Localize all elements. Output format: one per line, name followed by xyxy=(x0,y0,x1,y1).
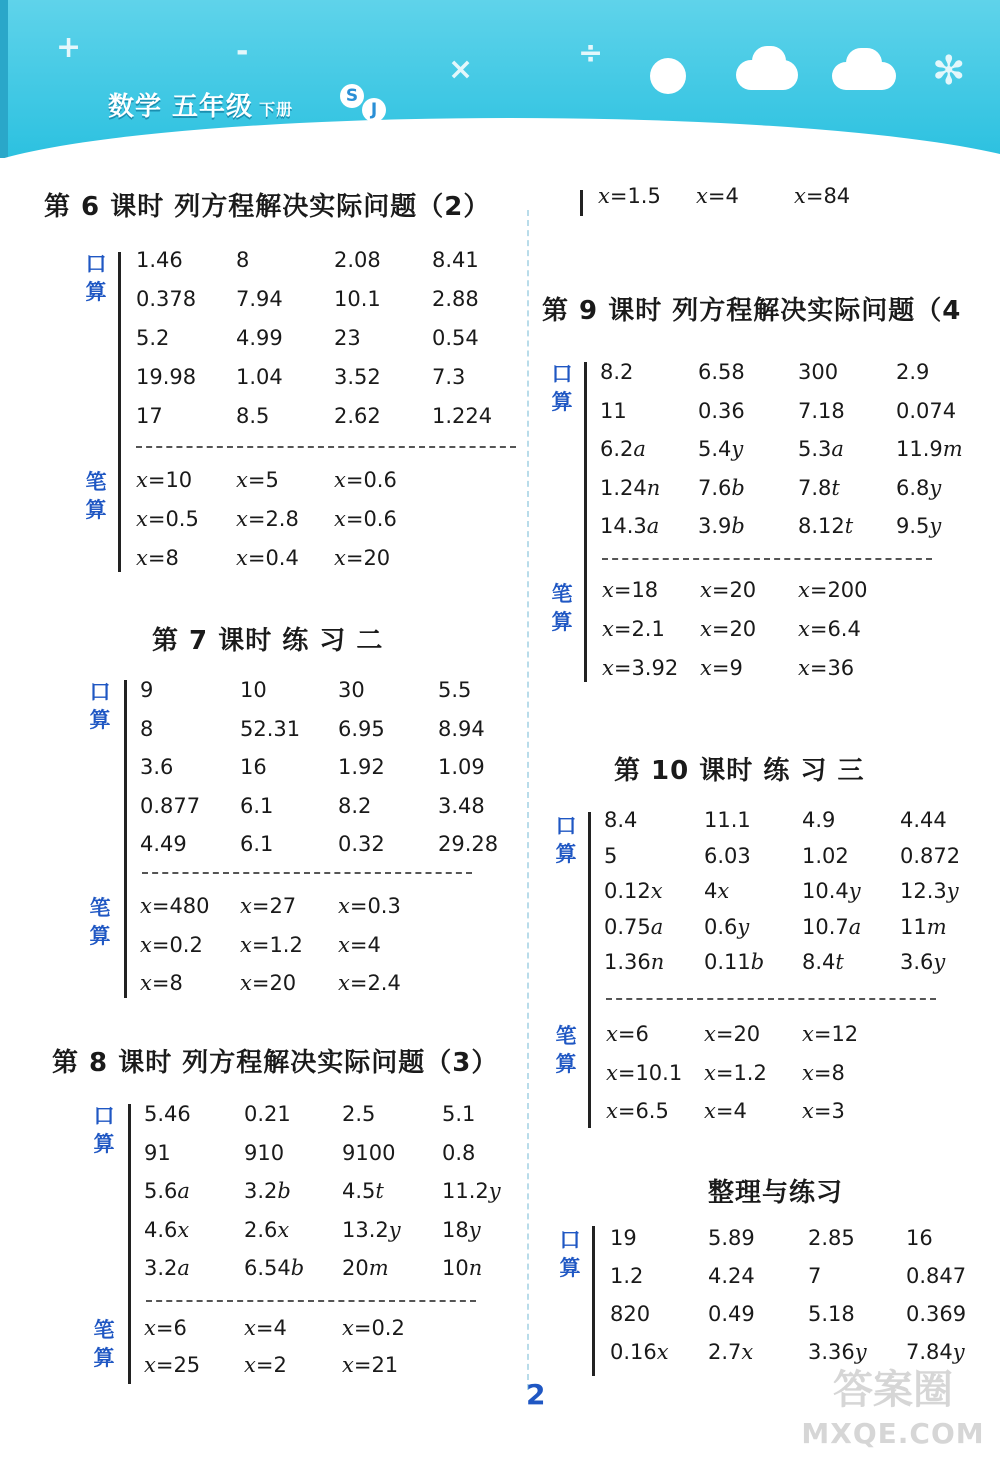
answer-bar xyxy=(128,1104,131,1384)
oral-answer: 7.6b xyxy=(698,475,745,500)
oral-answer: 8.2 xyxy=(600,360,634,384)
written-answer: x=18 xyxy=(602,578,659,602)
oral-answer: 3.9b xyxy=(698,514,745,538)
book-title xyxy=(108,86,293,123)
page-header xyxy=(0,0,1000,158)
written-answer: x=3.92 xyxy=(602,656,679,680)
oral-answer: 0.54 xyxy=(432,326,479,350)
minus-symbol: - xyxy=(236,34,249,69)
written-answer: x=4 xyxy=(244,1316,287,1340)
oral-answer: 10.1 xyxy=(334,287,381,311)
oral-answer: 0.16x xyxy=(610,1340,669,1364)
oral-answer: 5.4y xyxy=(698,437,744,461)
oral-answer: 12.3y xyxy=(900,879,959,903)
written-answer: x=2.1 xyxy=(602,617,665,641)
volume-label: 下册 xyxy=(259,100,294,119)
oral-answer: 0.378 xyxy=(136,287,197,311)
oral-answer: 7.8t xyxy=(798,475,840,500)
logo-letter-j: J xyxy=(362,98,386,122)
oral-answer: 1.04 xyxy=(236,365,283,389)
oral-answer: 5.3a xyxy=(798,437,844,461)
oral-answer: 0.32 xyxy=(338,832,385,856)
separator xyxy=(606,998,936,1000)
oral-answer: 0.75a xyxy=(604,914,664,939)
oral-answer: 0.074 xyxy=(896,398,957,423)
oral-answer: 820 xyxy=(610,1302,651,1326)
written-answer: x=0.3 xyxy=(338,894,401,918)
oral-answer: 8 xyxy=(236,248,250,272)
written-answer: x=2.4 xyxy=(338,971,401,995)
oral-answer: 30 xyxy=(338,678,365,702)
written-answer: x=6 xyxy=(606,1022,649,1046)
written-label: 笔 算 xyxy=(85,470,107,522)
oral-answer: 300 xyxy=(798,360,839,384)
oral-answer: 6.2a xyxy=(600,437,646,461)
publisher-logo xyxy=(340,84,392,126)
oral-answer: 6.8y xyxy=(896,475,942,500)
oral-answer: 11.9m xyxy=(896,437,963,461)
oral-answer: 1.02 xyxy=(802,843,849,868)
written-answer: x=10 xyxy=(136,468,193,492)
oral-answer: 0.369 xyxy=(906,1302,967,1326)
oral-answer: 3.48 xyxy=(438,793,485,818)
oral-answer: 2.6x xyxy=(244,1217,290,1242)
oral-answer: 19 xyxy=(610,1226,637,1250)
written-answer: x=20 xyxy=(240,971,297,995)
section-title: 第 6 课时 列方程解决实际问题（2） xyxy=(44,192,491,222)
oral-answer: 1.92 xyxy=(338,755,385,779)
oral-answer: 1.46 xyxy=(136,248,183,272)
oral-answer: 20m xyxy=(342,1256,389,1280)
written-answer: x=4 xyxy=(704,1099,747,1123)
oral-answer: 2.08 xyxy=(334,248,381,272)
written-answer: x=36 xyxy=(798,656,855,680)
oral-answer: 8.41 xyxy=(432,248,479,272)
oral-answer: 5 xyxy=(604,843,618,868)
oral-label: 口 算 xyxy=(559,1228,581,1280)
written-label: 笔 算 xyxy=(555,1024,577,1076)
written-answer: x=480 xyxy=(140,894,210,918)
section-title: 第 7 课时 练 习 二 xyxy=(152,626,384,656)
written-answer: x=20 xyxy=(334,546,391,570)
written-answer: x=6 xyxy=(144,1316,187,1340)
oral-answer: 1.36n xyxy=(604,950,665,974)
oral-answer: 9.5y xyxy=(896,514,942,538)
oral-answer: 16 xyxy=(906,1226,933,1250)
oral-answer: 2.7x xyxy=(708,1340,754,1364)
separator xyxy=(602,558,932,560)
oral-label: 口 算 xyxy=(85,252,107,304)
written-answer: x=0.4 xyxy=(236,546,299,570)
separator xyxy=(142,872,472,874)
times-symbol: × xyxy=(448,52,474,87)
written-answer: x=27 xyxy=(240,894,297,918)
plus-symbol: + xyxy=(56,30,82,65)
oral-answer: 3.6y xyxy=(900,950,946,974)
oral-answer: 3.52 xyxy=(334,365,381,389)
oral-answer: 14.3a xyxy=(600,514,660,538)
oral-answer: 4.99 xyxy=(236,326,283,350)
oral-answer: 3.36y xyxy=(808,1340,867,1364)
oral-answer: 0.12x xyxy=(604,879,663,903)
oral-answer: 10n xyxy=(442,1256,483,1280)
section-title: 第 9 课时 列方程解决实际问题（4 xyxy=(542,296,962,326)
oral-answer: 11.1 xyxy=(704,808,751,832)
lesson-9-block xyxy=(550,358,990,698)
oral-answer: 0.49 xyxy=(708,1302,755,1326)
oral-answer: 8.4t xyxy=(802,950,844,974)
snowflake-icon: ✻ xyxy=(932,48,966,94)
written-answer: x=6.4 xyxy=(798,617,861,641)
written-answer: x=84 xyxy=(794,184,851,208)
written-label: 笔 算 xyxy=(93,1318,115,1370)
oral-answer: 1.24n xyxy=(600,475,661,500)
written-answer: x=2.8 xyxy=(236,507,299,531)
oral-answer: 7.3 xyxy=(432,365,466,389)
written-answer: x=1.5 xyxy=(598,184,661,208)
oral-answer: 8.2 xyxy=(338,793,372,818)
oral-label: 口 算 xyxy=(551,362,573,414)
oral-answer: 5.1 xyxy=(442,1102,476,1126)
oral-answer: 6.1 xyxy=(240,832,274,856)
written-answer: x=200 xyxy=(798,578,868,602)
section-title: 整理与练习 xyxy=(708,1178,844,1208)
oral-answer: 4x xyxy=(704,879,730,903)
section-title: 第 10 课时 练 习 三 xyxy=(614,756,865,786)
oral-answer: 6.95 xyxy=(338,716,385,741)
written-label: 笔 算 xyxy=(89,896,111,948)
oral-answer: 10.4y xyxy=(802,879,861,903)
oral-label: 口 算 xyxy=(93,1104,115,1156)
oral-answer: 4.44 xyxy=(900,808,947,832)
oral-answer: 6.54b xyxy=(244,1256,305,1280)
oral-answer: 2.9 xyxy=(896,360,930,384)
separator xyxy=(146,1300,476,1302)
oral-answer: 2.62 xyxy=(334,404,381,428)
oral-answer: 4.9 xyxy=(802,808,836,832)
oral-answer: 5.18 xyxy=(808,1302,855,1326)
oral-answer: 18y xyxy=(442,1217,481,1242)
section-title: 第 8 课时 列方程解决实际问题（3） xyxy=(52,1048,499,1078)
lesson-10-block xyxy=(554,808,994,1138)
oral-answer: 0.6y xyxy=(704,914,750,939)
written-answer: x=6.5 xyxy=(606,1099,669,1123)
oral-answer: 91 xyxy=(144,1140,171,1165)
oral-answer: 6.1 xyxy=(240,793,274,818)
written-answer: x=4 xyxy=(696,184,739,208)
column-divider xyxy=(527,210,529,1390)
oral-answer: 7.18 xyxy=(798,398,845,423)
written-answer: x=0.5 xyxy=(136,507,199,531)
written-answer: x=2 xyxy=(244,1353,287,1377)
oral-answer: 4.6x xyxy=(144,1217,190,1242)
oral-answer: 0.21 xyxy=(244,1102,291,1126)
answer-bar xyxy=(584,362,587,682)
oral-answer: 3.2a xyxy=(144,1256,190,1280)
oral-answer: 0.11b xyxy=(704,950,765,974)
answer-bar xyxy=(118,252,121,572)
written-answer: x=0.2 xyxy=(140,932,203,957)
oral-answer: 8.4 xyxy=(604,808,638,832)
oral-answer: 8.5 xyxy=(236,404,270,428)
oral-answer: 13.2y xyxy=(342,1217,401,1242)
oral-answer: 16 xyxy=(240,755,267,779)
oral-answer: 4.49 xyxy=(140,832,187,856)
written-answer: x=20 xyxy=(700,617,757,641)
oral-answer: 2.88 xyxy=(432,287,479,311)
answer-bar xyxy=(592,1226,595,1376)
subject-grade: 数学 五年级 xyxy=(108,92,254,122)
oral-answer: 7.84y xyxy=(906,1340,965,1364)
oral-answer: 10.7a xyxy=(802,914,862,939)
oral-answer: 6.03 xyxy=(704,843,751,868)
written-answer: x=20 xyxy=(700,578,757,602)
written-answer: x=12 xyxy=(802,1022,859,1046)
oral-answer: 2.85 xyxy=(808,1226,855,1250)
written-answer: x=8 xyxy=(136,546,179,570)
answer-bar xyxy=(124,680,127,998)
oral-answer: 4.5t xyxy=(342,1179,384,1203)
written-answer: x=0.2 xyxy=(342,1316,405,1340)
written-answer: x=25 xyxy=(144,1353,201,1377)
answer-bar xyxy=(588,812,591,1128)
lesson-8-block xyxy=(92,1100,522,1390)
oral-answer: 7.94 xyxy=(236,287,283,311)
lesson-6-block xyxy=(84,246,514,586)
review-block xyxy=(558,1222,988,1382)
written-answer: x=3 xyxy=(802,1099,845,1123)
written-answer: x=1.2 xyxy=(240,932,303,957)
written-answer: x=5 xyxy=(236,468,279,492)
oral-answer: 0.847 xyxy=(906,1264,967,1288)
written-answer: x=4 xyxy=(338,932,381,957)
oral-answer: 3.6 xyxy=(140,755,174,779)
oral-answer: 10 xyxy=(240,678,267,702)
oral-answer: 5.2 xyxy=(136,326,170,350)
oral-answer: 5.46 xyxy=(144,1102,191,1126)
written-answer: x=21 xyxy=(342,1353,399,1377)
oral-answer: 9100 xyxy=(342,1140,396,1165)
written-answer: x=9 xyxy=(700,656,743,680)
written-label: 笔 算 xyxy=(551,582,573,634)
oral-answer: 4.24 xyxy=(708,1264,755,1288)
oral-answer: 11m xyxy=(900,914,947,939)
lesson-8-continuation xyxy=(578,184,978,220)
oral-answer: 17 xyxy=(136,404,163,428)
lesson-7-block xyxy=(88,676,518,1006)
oral-answer: 5.89 xyxy=(708,1226,755,1250)
answer-bar xyxy=(580,190,583,216)
oral-answer: 8.94 xyxy=(438,716,485,741)
written-answer: x=8 xyxy=(802,1060,845,1085)
oral-answer: 0.36 xyxy=(698,398,745,423)
book-spine xyxy=(0,0,8,158)
oral-answer: 8 xyxy=(140,716,154,741)
oral-answer: 7 xyxy=(808,1264,822,1288)
oral-answer: 0.877 xyxy=(140,793,201,818)
oral-answer: 1.09 xyxy=(438,755,485,779)
oral-answer: 910 xyxy=(244,1140,285,1165)
oral-answer: 1.2 xyxy=(610,1264,644,1288)
sun-icon xyxy=(650,58,686,94)
page-number: 2 xyxy=(526,1378,546,1411)
oral-answer: 8.12t xyxy=(798,514,854,538)
oral-answer: 9 xyxy=(140,678,154,702)
written-answer: x=20 xyxy=(704,1022,761,1046)
oral-answer: 52.31 xyxy=(240,716,301,741)
oral-answer: 3.2b xyxy=(244,1179,291,1203)
oral-answer: 5.5 xyxy=(438,678,472,702)
written-answer: x=8 xyxy=(140,971,183,995)
written-answer: x=0.6 xyxy=(334,507,397,531)
divide-symbol: ÷ xyxy=(578,36,604,71)
written-answer: x=1.2 xyxy=(704,1060,767,1085)
oral-answer: 1.224 xyxy=(432,404,493,428)
oral-label: 口 算 xyxy=(89,680,111,732)
logo-letter-s: S xyxy=(340,84,364,108)
oral-answer: 11.2y xyxy=(442,1179,501,1203)
oral-answer: 0.8 xyxy=(442,1140,476,1165)
watermark: 答案圈 MXQE.COM xyxy=(801,1367,985,1450)
written-answer: x=0.6 xyxy=(334,468,397,492)
oral-answer: 11 xyxy=(600,398,627,423)
written-answer: x=10.1 xyxy=(606,1060,683,1085)
oral-answer: 23 xyxy=(334,326,361,350)
oral-answer: 2.5 xyxy=(342,1102,376,1126)
oral-answer: 5.6a xyxy=(144,1179,190,1203)
oral-answer: 6.58 xyxy=(698,360,745,384)
oral-answer: 0.872 xyxy=(900,843,961,868)
oral-answer: 29.28 xyxy=(438,832,499,856)
separator xyxy=(136,446,516,448)
oral-label: 口 算 xyxy=(555,814,577,866)
oral-answer: 19.98 xyxy=(136,365,197,389)
